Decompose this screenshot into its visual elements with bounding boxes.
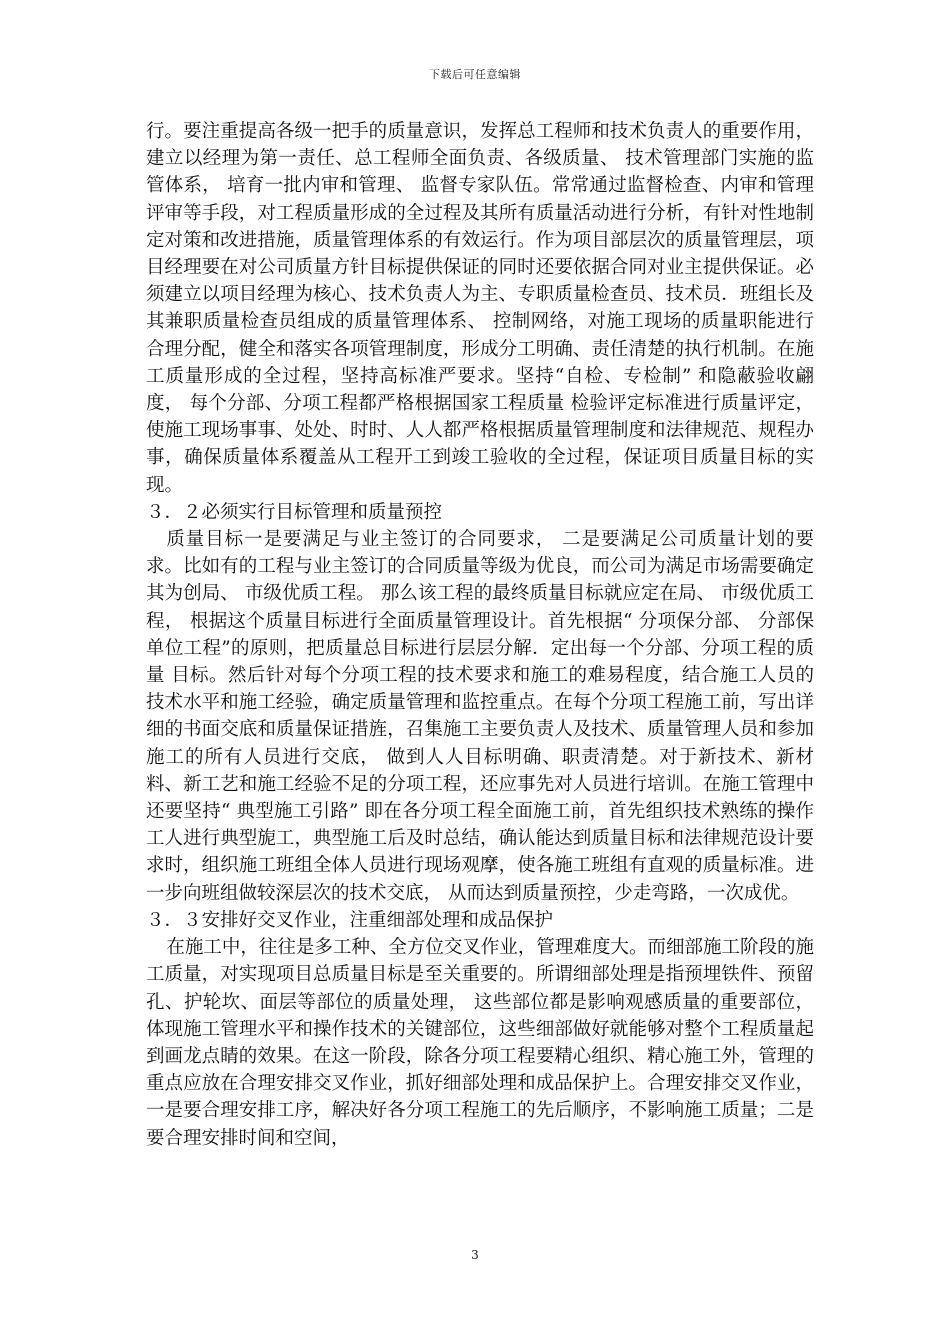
section-heading-3-3: ３．３安排好交叉作业，注重细部处理和成品保护 — [146, 909, 554, 931]
paragraph-quality-system: 行。要注重提高各级一把手的质量意识，发挥总工程师和技术负责人的重要作用，建立以经理为第一责任、总工程师全面负责、各级质量、 技术管理部门实施的监管体系， 培育一批内审和管理、 监督专家队伍。常常通过监督检查、内审和管理评审等手段，对工程质量形成的全过程及其所有质量活动进行分析，有针对性地制定对策和改进措施，质量管理体系的有效运行。作为项目部层次的质量管理层，项目经理要在对公司质量方针目标提供保证的同时还要依据合同对业主提供保证。必须建立以项目经理为核心、技术负责人为主、专职质量检查员、技术员．班组长及其兼职质量检查员组成的质量管理体系、 控制网络，对施工现场的质量职能进行合理分配，健全和落实各项管理制度，形成分工明确、责任清楚的执行机制。在施工质量形成的全过程，坚持高标准严要求。坚持“自检、专检制” 和隐蔽验收翩度， 每个分部、分项工程都严格根据国家工程质量 检验评定标准进行质量评定，使施工现场事事、处处、时时、人人都严格根据质量管理制度和法律规范、规程办事，确保质量体系覆盖从工程开工到竣工验收的全过程，保证项目质量目标的实现。 — [146, 121, 814, 496]
section-heading-3-2: ３．２必须实行目标管理和质量预控 — [146, 501, 443, 523]
page-header: 下载后可任意编辑 — [429, 68, 521, 81]
page-number: 3 — [471, 1248, 479, 1262]
paragraph-target-management: 质量目标一是要满足与业主签订的合同要求， 二是要满足公司质量计划的要求。比如有的工程与业主签订的合同质量等级为优良，而公司为满足市场需要确定其为创局、 市级优质工程。 那么该工程的最终质量目标就应定在局、 市级优质工程， 根据这个质量目标进行全面质量管理设计。首先根据“ 分项保分部、 分部保单位工程”的原则，把质量总目标进行层层分解．定出每一个分部、分项工程的质量 目标。然后针对每个分项工程的技术要求和施工的难易程度，结合施工人员的技术水平和施工经验，确定质量管理和监控重点。在每个分项工程施工前，写出详细的书面交底和质量保证措旌，召集施工主要负责人及技术、质量管理人员和参加施工的所有人员进行交底， 做到人人目标明确、职责清楚。对于新技术、新材料、新工艺和施工经验不足的分项工程，还应事先对人员进行培训。在施工管理中还要坚持“ 典型施工引路” 即在各分项工程全面施工前，首先组织技术熟练的操作工人进行典型旎工，典型施工后及时总结，确认能达到质量目标和法律规范设计要求时，组织施工班组全体人员进行现场观摩，使各施工班组有直观的质量标准。进一步向班组做较深层次的技术交底， 从而达到质量预控，少走弯路，一次成优。 — [146, 529, 814, 904]
paragraph-cross-operation: 在施工中，往往是多工种、全方位交叉作业，管理难度大。而细部施工阶段的施工质量，对实现项目总质量目标是至关重要的。所谓细部处理是指预埋铁件、预留孔、护轮坎、面层等部位的质量处理， 这些部位都是影响观感质量的重要部位，体现施工管理水平和操作技术的关键部位，这些细部做好就能够对整个工程质量起到画龙点睛的效果。在这一阶段，除各分项工程要精心组织、精心施工外，管理的重点应放在合理安排交叉作业，抓好细部处理和成品保护上。合理安排交叉作业，一是要合理安排工序，解决好各分项工程施工的先后顺序，不影响施工质量；二是要合理安排时间和空间， — [146, 937, 814, 1149]
document-body — [146, 118, 814, 1152]
